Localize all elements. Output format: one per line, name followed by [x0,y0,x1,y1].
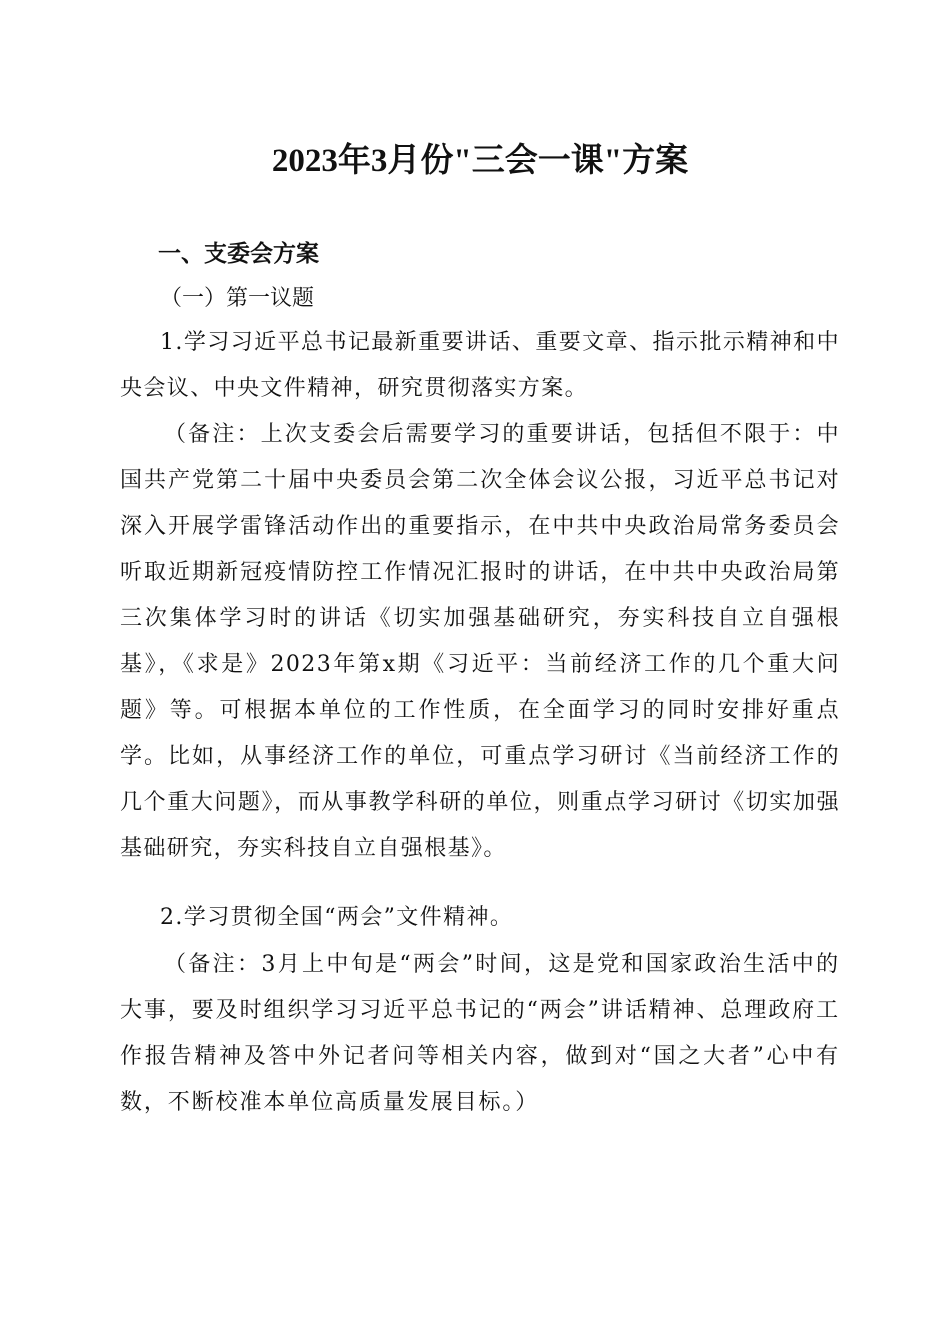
subheading: （一）第一议题 [160,286,315,311]
paragraph-item-1: 1.学习习近平总书记最新重要讲话、重要文章、指示批示精神和中央会议、中央文件精神，研究贯彻落实方案。 [120,330,840,401]
paragraph-note-2: （备注：3月上中旬是“两会”时间，这是党和国家政治生活中的大事，要及时组织学习习近平总书记的“两会”讲话精神、总理政府工作报告精神及答中外记者问等相关内容，做到对“国之大者”心中有数，不断校准本单位高质量发展目标。） [120,952,840,1115]
paragraph-item-2: 2.学习贯彻全国“两会”文件精神。 [160,905,514,930]
paragraph-note-1: （备注：上次支委会后需要学习的重要讲话，包括但不限于：中国共产党第二十届中央委员会第二次全体会议公报，习近平总书记对深入开展学雷锋活动作出的重要指示，在中共中央政治局常务委员会听取近期新冠疫情防控工作情况汇报时的讲话，在中共中央政治局第三次集体学习时的讲话《切实加强基础研究，夯实科技自立自强根基》，《求是》2023年第x期《习近平：当前经济工作的几个重大问题》等。可根据本单位的工作性质，在全面学习的同时安排好重点学。比如，从事经济工作的单位，可重点学习研讨《当前经济工作的几个重大问题》，而从事教学科研的单位，则重点学习研讨《切实加强基础研究，夯实科技自立自强根基》。 [120,422,840,861]
section-heading: 一、支委会方案 [158,241,319,267]
document-title: 2023年3月份"三会一课"方案 [271,143,689,179]
